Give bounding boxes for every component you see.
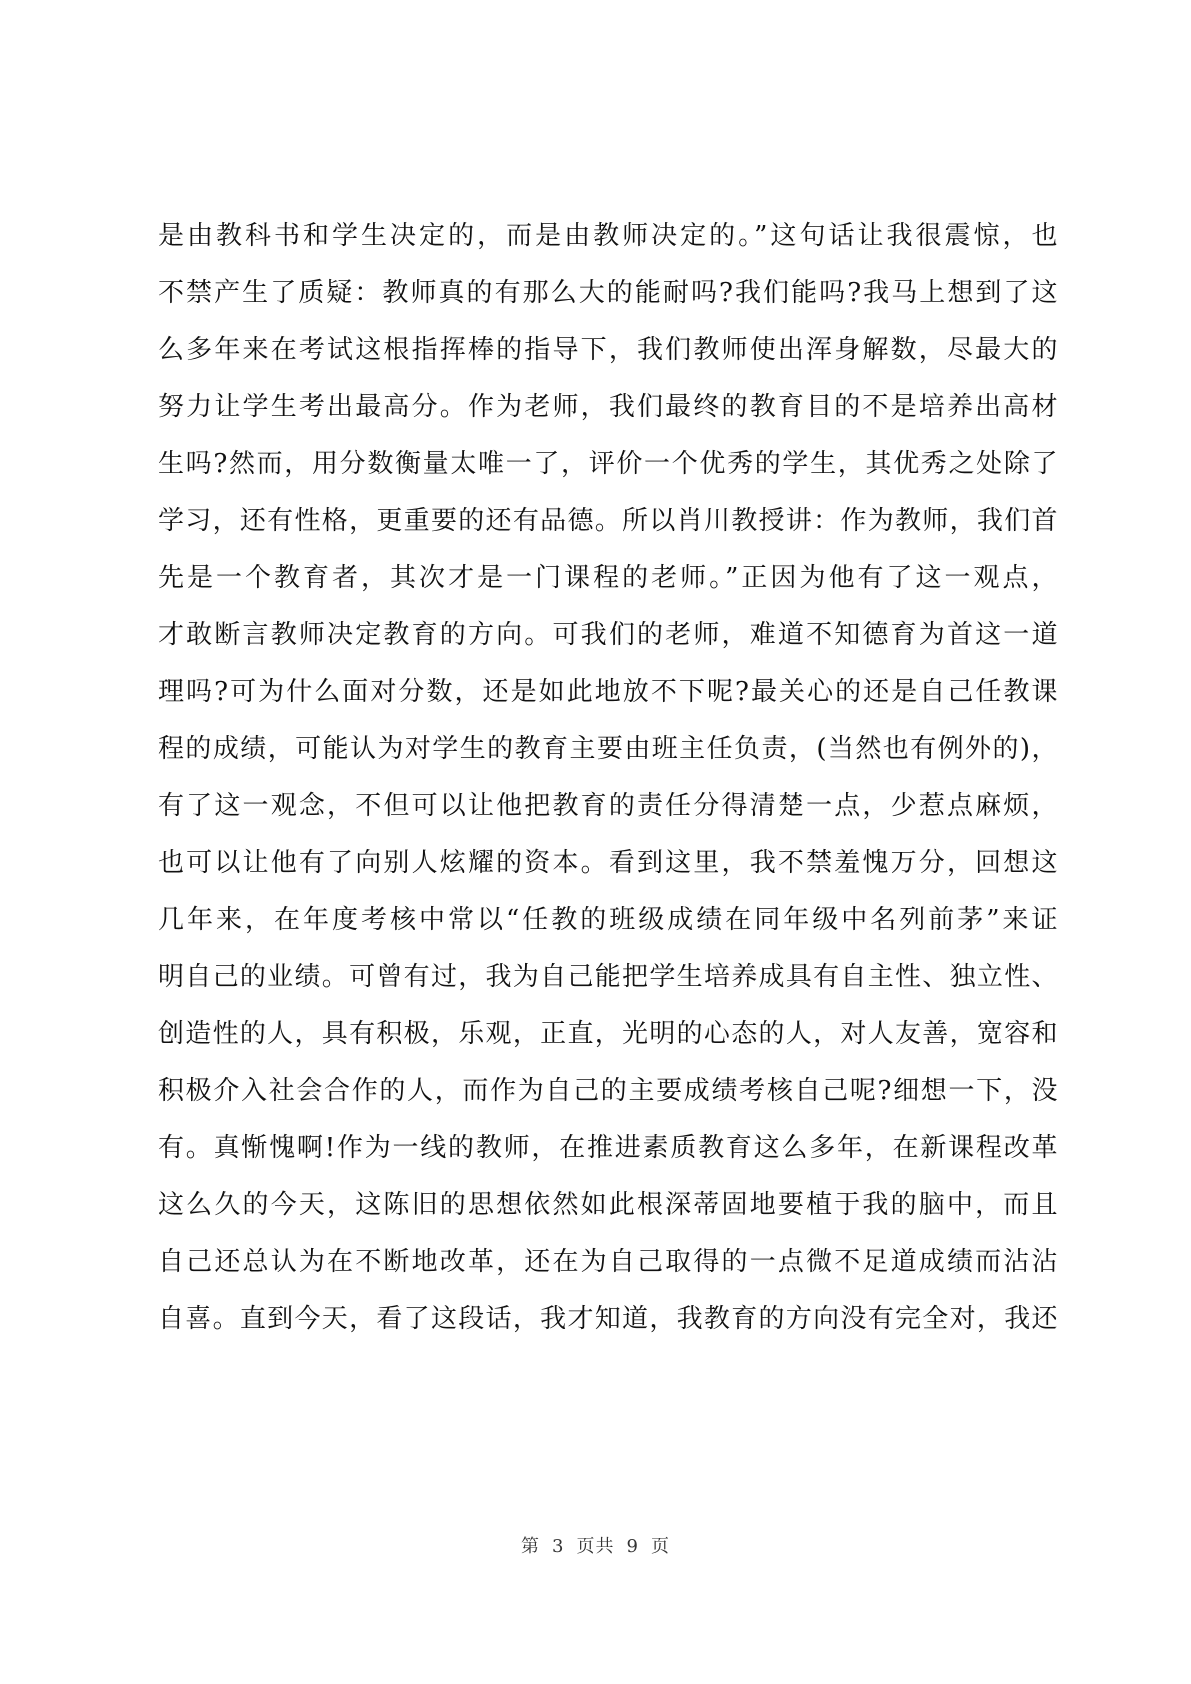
text-line: 自喜。直到今天，看了这段话，我才知道，我教育的方向没有完全对，我还	[158, 1304, 1058, 1334]
text-line: 学习，还有性格，更重要的还有品德。所以肖川教授讲：作为教师，我们首	[158, 506, 1058, 536]
text-line: 程的成绩，可能认为对学生的教育主要由班主任负责，(当然也有例外的)，	[158, 734, 1058, 764]
text-line: 努力让学生考出最高分。作为老师，我们最终的教育目的不是培养出高材	[158, 392, 1058, 422]
text-line: 明自己的业绩。可曾有过，我为自己能把学生培养成具有自主性、独立性、	[158, 962, 1058, 992]
text-line: 创造性的人，具有积极，乐观，正直，光明的心态的人，对人友善，宽容和	[158, 1019, 1058, 1049]
text-line: 自己还总认为在不断地改革，还在为自己取得的一点微不足道成绩而沾沾	[158, 1247, 1058, 1277]
text-line: 几年来，在年度考核中常以“任教的班级成绩在同年级中名列前茅”来证	[158, 905, 1058, 935]
text-line: 才敢断言教师决定教育的方向。可我们的老师，难道不知德育为首这一道	[158, 620, 1058, 650]
text-line: 么多年来在考试这根指挥棒的指导下，我们教师使出浑身解数，尽最大的	[158, 335, 1058, 365]
footer-current-page: 3	[552, 1536, 565, 1557]
text-line: 有了这一观念，不但可以让他把教育的责任分得清楚一点，少惹点麻烦，	[158, 791, 1058, 821]
footer-suffix: 页	[650, 1536, 670, 1557]
body-text	[158, 208, 1058, 1348]
footer-prefix: 第	[521, 1536, 541, 1557]
text-line: 生吗?然而，用分数衡量太唯一了，评价一个优秀的学生，其优秀之处除了	[158, 449, 1058, 479]
text-line: 理吗?可为什么面对分数，还是如此地放不下呢?最关心的还是自己任教课	[158, 677, 1058, 707]
page-footer	[0, 1532, 1191, 1558]
text-line: 这么久的今天，这陈旧的思想依然如此根深蒂固地要植于我的脑中，而且	[158, 1190, 1058, 1220]
text-line: 也可以让他有了向别人炫耀的资本。看到这里，我不禁羞愧万分，回想这	[158, 848, 1058, 878]
text-line: 有。真惭愧啊!作为一线的教师，在推进素质教育这么多年，在新课程改革	[158, 1133, 1058, 1163]
text-line: 先是一个教育者，其次才是一门课程的老师。”正因为他有了这一观点，	[158, 563, 1058, 593]
footer-total-pages: 9	[626, 1536, 639, 1557]
text-line: 是由教科书和学生决定的，而是由教师决定的。”这句话让我很震惊，也	[158, 221, 1058, 251]
text-line: 积极介入社会合作的人，而作为自己的主要成绩考核自己呢?细想一下，没	[158, 1076, 1058, 1106]
text-line: 不禁产生了质疑：教师真的有那么大的能耐吗?我们能吗?我马上想到了这	[158, 278, 1058, 308]
footer-middle: 页共	[576, 1536, 615, 1557]
